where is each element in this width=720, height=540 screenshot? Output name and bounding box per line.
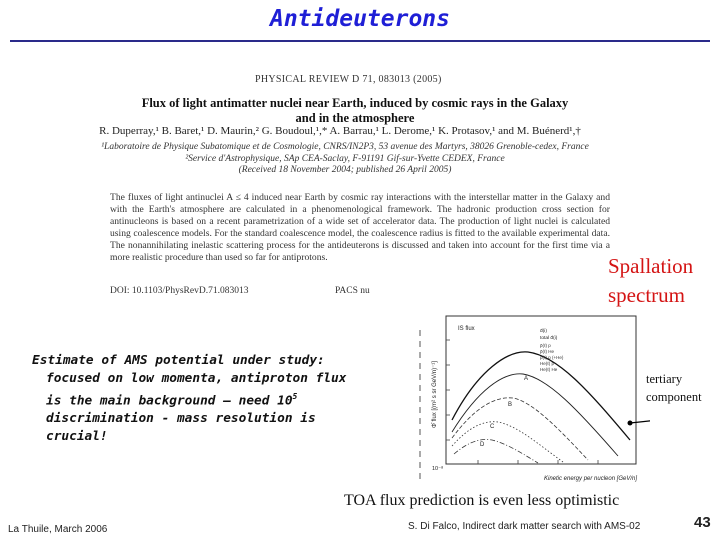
- received-date: (Received 18 November 2004; published 26 April 2005): [238, 165, 452, 175]
- legend-total: total d̄(i): [540, 336, 558, 341]
- title-divider: [10, 40, 710, 42]
- paper-doi: DOI: 10.1103/PhysRevD.71.083013: [110, 286, 249, 296]
- spallation-line: Spallation: [608, 254, 694, 278]
- legend-item: He(ℓ) p: [540, 361, 554, 366]
- tertiary-pointer-dot: [628, 421, 633, 426]
- paper-title-line: Flux of light antimatter nuclei near Earth, induced by cosmic rays in the Galaxy: [141, 96, 569, 110]
- estimate-line-text: is the main background – need 10: [46, 393, 293, 409]
- slide-title: Antideuterons: [269, 6, 450, 32]
- paper-title-line: and in the atmosphere: [295, 111, 415, 125]
- estimate-line: Estimate of AMS potential under study:: [32, 353, 325, 368]
- estimate-exponent: 5: [292, 392, 298, 401]
- legend-heading: d̄(i): [540, 329, 547, 334]
- legend-item: p̄(ℓ) p (+He): [540, 355, 564, 360]
- y-tick-label: 10⁻⁸: [432, 466, 444, 472]
- tertiary-note: [646, 370, 702, 406]
- tertiary-line: component: [646, 390, 702, 404]
- estimate-line: discrimination - mass resolution is: [46, 411, 316, 427]
- legend-item: p̄(ℓ) He: [540, 349, 554, 354]
- legend-item: p̄(ℓ) p: [540, 343, 551, 348]
- toa-caption: TOA flux prediction is even less optimistic: [344, 492, 620, 509]
- x-axis-label: Kinetic energy per nucleon [GeV/n]: [544, 476, 638, 482]
- estimate-line-with-exponent: [32, 388, 372, 410]
- page-number: 43: [694, 514, 711, 531]
- curve-label: A: [524, 376, 529, 382]
- paper-affiliations: [60, 142, 630, 177]
- affiliation-line: ¹Laboratoire de Physique Subatomique et de Cosmologie, CNRS/IN2P3, 53 avenue des Martyrs, 38026 Grenoble-cedex, France: [101, 142, 589, 152]
- spallation-note: [608, 252, 693, 310]
- curve-label: B: [508, 402, 513, 408]
- legend-item: He(ℓ) He: [540, 367, 558, 372]
- paper-title: [100, 96, 610, 126]
- journal-reference: PHYSICAL REVIEW D 71, 083013 (2005): [255, 74, 442, 85]
- footer-venue: La Thuile, March 2006: [8, 524, 108, 535]
- curve-label: D: [480, 442, 485, 448]
- paper-abstract: The fluxes of light antinuclei A ≤ 4 induced near Earth by cosmic ray interactions with the interstellar matter in the Galaxy and with the Earth's atmosphere are calculated in a phenomenological framework. The hadronic production cross section for antinucleons is based on a recent parametrization of a wide set of accelerator data. The production of light nuclei is calculated using coalescence models. For the standard coalescence model, the coalescence radius is fitted to the available experimental data. The nonannihilating inelastic scattering process for the antideuterons is discussed and taken into account for the first time via a more realistic procedure than used so far for antiprotons.: [110, 192, 610, 263]
- curve-label: C: [490, 424, 495, 430]
- estimate-line: focused on low momenta, antiproton flux: [46, 371, 347, 386]
- paper-pacs: PACS nu: [335, 286, 370, 296]
- ams-estimate-note: [32, 352, 372, 446]
- footer-author: S. Di Falco, Indirect dark matter search with AMS-02: [408, 521, 641, 532]
- panel-label: IS flux: [458, 326, 475, 332]
- affiliation-line: ²Service d'Astrophysique, SAp CEA-Saclay, F-91191 Gif-sur-Yvette CEDEX, France: [185, 153, 505, 164]
- estimate-line: crucial!: [46, 429, 108, 445]
- antideuteron-flux-plot: [418, 310, 650, 490]
- paper-authors: R. Duperray,¹ B. Baret,¹ D. Maurin,² G. Boudoul,¹,* A. Barrau,¹ L. Derome,¹ K. Protasov,¹ and M. Buénerd¹,†: [99, 125, 581, 137]
- spallation-line: spectrum: [608, 283, 685, 307]
- y-axis-label: Φ̄ flux [(m² s sr GeV/n)⁻¹]: [432, 361, 438, 428]
- tertiary-line: tertiary: [646, 372, 683, 386]
